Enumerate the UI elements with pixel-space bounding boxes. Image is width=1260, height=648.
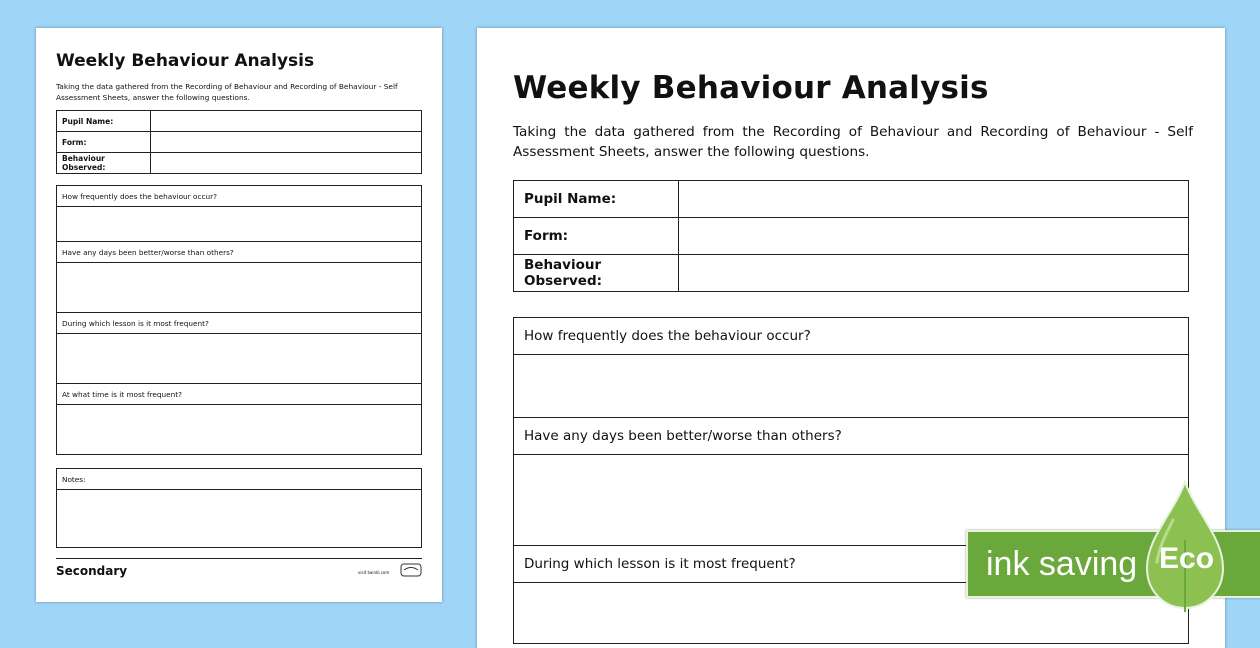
question-label: How frequently does the behaviour occur?	[514, 318, 1189, 355]
table-row	[57, 111, 422, 132]
pupil-name-field	[679, 181, 1189, 218]
form-label: Form:	[514, 218, 679, 255]
question-label: During which lesson is it most frequent?	[57, 313, 422, 334]
worksheet-title: Weekly Behaviour Analysis	[513, 70, 989, 106]
pupil-info-table	[56, 110, 422, 174]
answer-box	[514, 355, 1189, 418]
form-label: Form:	[57, 132, 151, 153]
eco-badge: Eco	[1159, 542, 1215, 575]
footer-divider	[56, 558, 422, 559]
notes-label: Notes:	[57, 469, 422, 490]
notes-box	[57, 490, 422, 548]
form-field	[151, 132, 422, 153]
question-label: Have any days been better/worse than others?	[57, 242, 422, 263]
behaviour-observed-field	[151, 153, 422, 174]
brand-logo-icon	[400, 562, 422, 578]
ink-saving-label: ink saving	[986, 545, 1138, 583]
pupil-name-label: Pupil Name:	[57, 111, 151, 132]
answer-box	[57, 207, 422, 242]
question-label: At what time is it most frequent?	[57, 384, 422, 405]
behaviour-observed-label: Behaviour Observed:	[514, 255, 679, 292]
answer-box	[57, 334, 422, 384]
table-row	[57, 132, 422, 153]
questions-table	[56, 185, 422, 455]
pupil-info-table	[513, 180, 1189, 292]
table-row	[57, 153, 422, 174]
question-label: Have any days been better/worse than others?	[514, 418, 1189, 455]
worksheet-intro: Taking the data gathered from the Recording of Behaviour and Recording of Behaviour - Self Assessment Sheets, answer the following questions.	[513, 124, 1193, 160]
preview-sheet-small	[36, 28, 442, 602]
behaviour-observed-label: Behaviour Observed:	[57, 153, 151, 174]
pupil-name-label: Pupil Name:	[514, 181, 679, 218]
footer-url: visit twinkl.com	[358, 570, 390, 575]
table-row	[514, 255, 1189, 292]
worksheet-title: Weekly Behaviour Analysis	[56, 51, 315, 71]
footer-label: Secondary	[56, 564, 128, 578]
form-field	[679, 218, 1189, 255]
question-label: During which lesson is it most frequent?	[514, 546, 1189, 583]
answer-box	[57, 405, 422, 455]
table-row	[514, 218, 1189, 255]
worksheet-intro: Taking the data gathered from the Recording of Behaviour and Recording of Behaviour - Self Assessment Sheets, answer the following questions.	[56, 82, 398, 102]
pupil-name-field	[151, 111, 422, 132]
question-label: How frequently does the behaviour occur?	[57, 186, 422, 207]
table-row	[514, 181, 1189, 218]
behaviour-observed-field	[679, 255, 1189, 292]
notes-table	[56, 468, 422, 548]
answer-box	[57, 263, 422, 313]
